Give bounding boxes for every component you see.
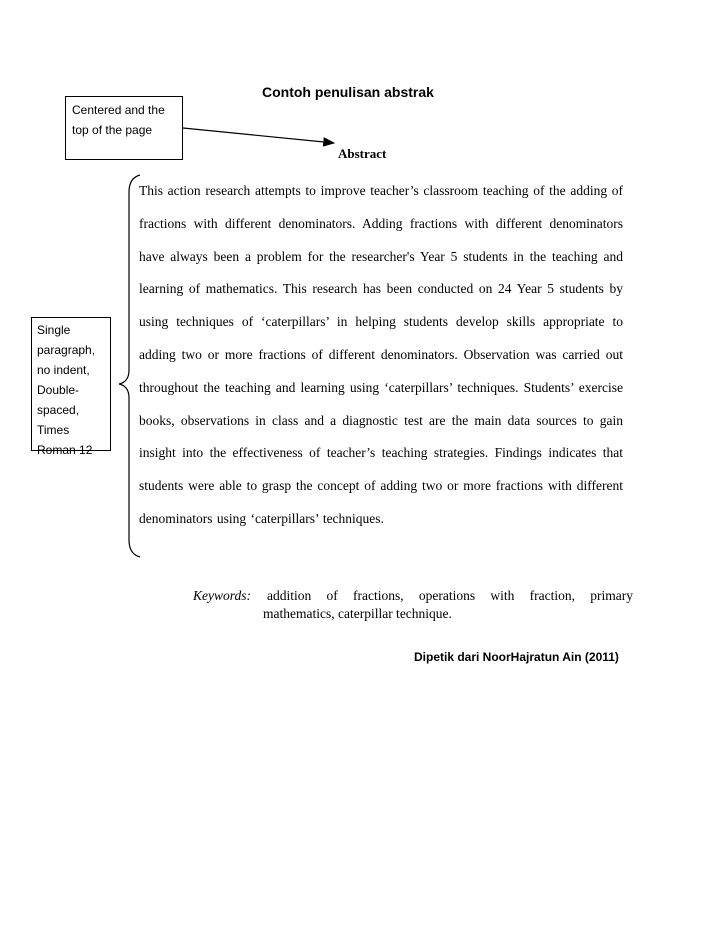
pointer-arrow [183, 128, 334, 143]
keyword-word: addition [267, 588, 312, 603]
keyword-word: operations [418, 588, 476, 603]
keyword-word: primary [590, 588, 633, 603]
annotation-box-format: Single paragraph, no indent, Double-spaced, Times Roman 12 [31, 317, 111, 451]
keyword-word: fractions, [353, 588, 404, 603]
annotation-box-centered: Centered and the top of the page [65, 96, 183, 160]
abstract-paragraph: This action research attempts to improve teacher’s classroom teaching of the adding of fractions with different denominators. Adding fractions with different denominators have always been a problem for the researcher's Year 5 students in the teaching and learning of mathematics. This research has been conducted on 24 Year 5 students by using techniques of ‘caterpillars’ in helping students develop skills appropriate to adding two or more fractions of different denominators. Observation was carried out throughout the teaching and learning using ‘caterpillars’ techniques. Students’ exercise books, observations in class and a diagnostic test are the main data sources to gain insight into the effectiveness of teacher’s teaching strategies. Findings indicates that students were able to grasp the concept of adding two or more fractions with different denominators using ‘caterpillars’ techniques. [139, 183, 623, 526]
keywords-line-1 [267, 587, 633, 605]
keyword-word: with [490, 588, 515, 603]
keywords-block [193, 587, 633, 623]
keyword-word: fraction, [529, 588, 575, 603]
keywords-label: Keywords: [193, 588, 251, 603]
page-title: Contoh penulisan abstrak [262, 84, 434, 100]
curly-brace [119, 175, 140, 557]
citation: Dipetik dari NoorHajratun Ain (2011) [414, 650, 619, 664]
keywords-line-2: mathematics, caterpillar technique. [263, 606, 452, 621]
keyword-word: of [326, 588, 338, 603]
abstract-heading: Abstract [338, 146, 387, 161]
